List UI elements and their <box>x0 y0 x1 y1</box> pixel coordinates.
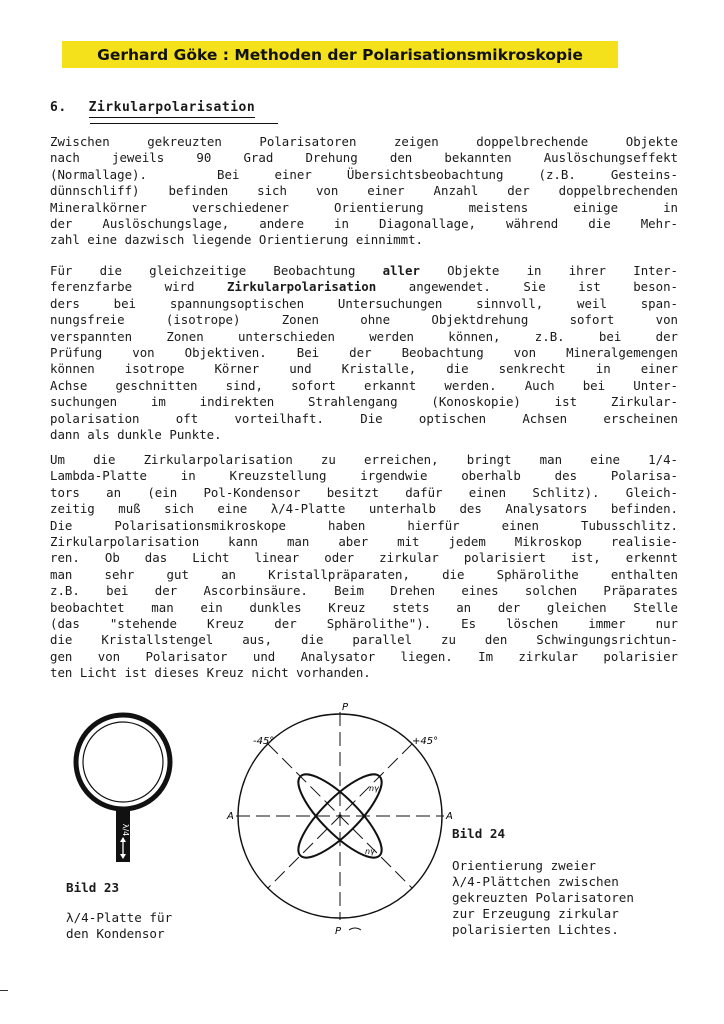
figure-23-caption <box>66 880 172 942</box>
paragraph-3 <box>50 452 678 681</box>
scan-edge-mark <box>0 990 8 991</box>
text-line: z.B. bei der Ascorbinsäure. Beim Drehen eines solchen Präparates <box>50 583 678 599</box>
figure-23-caption-line-2: den Kondensor <box>66 926 165 941</box>
text-line: nungsfreie (isotrope) Zonen ohne Objektdrehung sofort von <box>50 312 678 328</box>
text-line: Zirkularpolarisation kann man aber mit jedem Mikroskop realisie- <box>50 533 678 549</box>
text-line: (das "stehende Kreuz der Sphärolithe"). Es löschen immer nur <box>50 615 678 631</box>
figure-23-plate <box>70 712 180 872</box>
text-line: beobachtet man ein dunkles Kreuz stets an der gleichen Stelle <box>50 599 678 615</box>
figure-24-title: Bild 24 <box>452 826 506 841</box>
label-p-bottom: P <box>335 926 342 937</box>
text-line: Achse geschnitten sind, sofort erkannt werden. Auch bei Unter- <box>50 377 678 393</box>
text-line: man sehr gut an Kristallpräparaten, die Sphärolithe enthalten <box>50 566 678 582</box>
text-line: ferenzfarbe wird Zirkularpolarisation angewendet. Sie ist beson- <box>50 279 678 295</box>
figure-24-caption-line-4: zur Erzeugung zirkular <box>452 906 619 921</box>
figure-24-diagram <box>225 698 455 938</box>
text-line: Zwischen gekreuzten Polarisatoren zeigen doppelbrechende Objekte <box>50 134 678 149</box>
text-line: Prüfung von Objektiven. Bei der Beobachtung von Mineralgemengen <box>50 344 678 360</box>
section-number: 6. <box>50 100 67 115</box>
text-line: Für die gleichzeitige Beobachtung aller Objekte in ihrer Inter- <box>50 263 678 278</box>
figure-23-caption-line-1: λ/4-Platte für <box>66 910 173 925</box>
text-line: zeitig muß sich eine λ/4-Platte unterhalb des Analysators befinden. <box>50 501 678 517</box>
text-line: dünnschliff) befinden sich von einer Anzahl der doppelbrechenden <box>50 183 678 199</box>
figure-24-caption-line-5: polarisierten Lichtes. <box>452 922 619 937</box>
text-line: zahl eine dazwisch liegende Orientierung einnimmt. <box>50 232 423 248</box>
section-title: Zirkularpolarisation <box>89 100 256 118</box>
label-plus-45: +45° <box>412 736 439 747</box>
label-minus-45: -45° <box>253 736 275 747</box>
section-heading <box>50 100 255 118</box>
bottom-tick-mark <box>349 928 361 930</box>
text-line: Mineralkörner verschiedener Orientierung meistens einige in <box>50 199 678 215</box>
label-n-gamma-upper: nγ <box>369 784 379 793</box>
text-line: Lambda-Platte in Kreuzstellung irgendwie oberhalb des Polarisa- <box>50 468 678 484</box>
text-line: tors an (ein Pol-Kondensor besitzt dafür einen Schlitz). Gleich- <box>50 484 678 500</box>
label-n-gamma-lower: nγ <box>365 847 375 856</box>
label-p-top: P <box>342 702 349 713</box>
text-line: ders bei spannungsoptischen Untersuchungen sinnvoll, weil span- <box>50 295 678 311</box>
text-line: gen von Polarisator und Analysator liegen. Im zirkular polarisier <box>50 648 678 664</box>
paragraph-2 <box>50 263 678 443</box>
text-line: die Kristallstengel aus, die parallel zu den Schwingungsrichtun- <box>50 632 678 648</box>
paragraph-1 <box>50 134 678 249</box>
text-line: nach jeweils 90 Grad Drehung den bekannten Auslöschungseffekt <box>50 150 678 166</box>
figure-24-caption-line-1: Orientierung zweier <box>452 858 597 873</box>
plate-mark: λ/4 <box>121 823 130 837</box>
text-line: suchungen im indirekten Strahlengang (Konoskopie) ist Zirkular- <box>50 394 678 410</box>
figure-24-caption-line-3: gekreuzten Polarisatoren <box>452 890 634 905</box>
text-line: dann als dunkle Punkte. <box>50 426 222 442</box>
text-line: ten Licht ist dieses Kreuz nicht vorhanden. <box>50 665 371 681</box>
text-line: verspannten Zonen unterschieden werden können, z.B. bei der <box>50 328 678 344</box>
text-line: Die Polarisationsmikroskope haben hierfür einen Tubusschlitz. <box>50 517 678 533</box>
plate-ring-outer <box>76 715 170 809</box>
plate-ring-inner <box>83 722 163 802</box>
header-banner: Gerhard Göke : Methoden der Polarisationsmikroskopie <box>62 41 618 68</box>
heading-underline <box>90 123 278 124</box>
text-line: polarisation oft vorteilhaft. Die optischen Achsen erscheinen <box>50 410 678 426</box>
text-line: (Normallage). Bei einer Übersichtsbeobachtung (z.B. Gesteins- <box>50 166 678 182</box>
text-line: können isotrope Körner und Kristalle, die senkrecht in einer <box>50 361 678 377</box>
text-line: Um die Zirkularpolarisation zu erreichen, bringt man eine 1/4- <box>50 452 678 467</box>
figure-24-caption <box>452 826 634 938</box>
figure-24-caption-line-2: λ/4-Plättchen zwischen <box>452 874 619 889</box>
label-a-right: A <box>446 811 453 822</box>
label-a-left: A <box>227 811 234 822</box>
text-line: ren. Ob das Licht linear oder zirkular polarisiert ist, erkennt <box>50 550 678 566</box>
figure-23-title: Bild 23 <box>66 880 120 895</box>
text-line: der Auslöschungslage, andere in Diagonallage, während die Mehr- <box>50 215 678 231</box>
